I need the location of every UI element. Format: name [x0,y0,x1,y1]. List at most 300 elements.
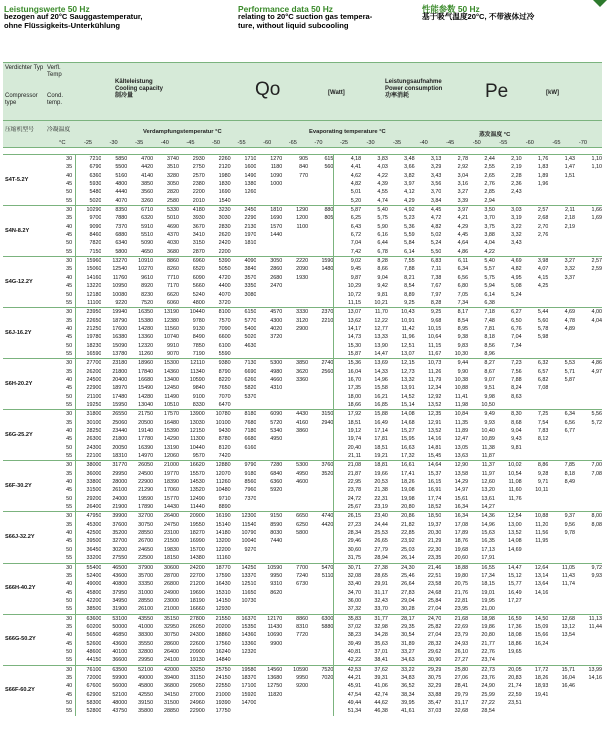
power-cell: 16,85 [374,401,388,408]
capacity-cell [256,495,282,503]
capacity-cell: 8560 [244,479,257,486]
capacity-cell: 15380 [138,317,154,324]
capacity-cell: 12070 [215,470,231,477]
cond-temp-cell: 40 [53,682,75,690]
power-cell: 16,35 [481,538,495,545]
power-cell: 18,76 [454,538,469,545]
capacity-cell: 7440 [270,538,283,545]
table-row [3,605,602,614]
capacity-cell: 7720 [296,632,309,639]
table-row [3,631,602,639]
capacity-cell: 21000 [153,461,179,470]
power-cell: 39,31 [374,674,388,681]
power-cell: 19,98 [401,495,415,502]
table-row [3,317,602,325]
power-cell [548,444,575,452]
capacity-cell [308,546,334,554]
capacity-cell: 5340 [270,428,283,434]
capacity-cell: 56000 [112,683,128,690]
capacity-cell: 560 [324,164,334,171]
table-row [3,589,602,597]
capacity-cell: 2870 [192,248,205,255]
label-verfl-temp: Verfl. Temp [47,65,62,78]
capacity-cell: 4160 [296,419,309,426]
capacity-cell: 13360 [241,640,257,647]
capacity-cell: 8350 [101,206,127,215]
power-cell: 15,71 [548,665,575,674]
power-cell: 4,18 [334,155,361,164]
power-cell: 44,62 [374,700,388,706]
capacity-cell: 5110 [321,572,334,579]
capacity-cell: 7520 [308,665,334,674]
power-cell [575,691,602,699]
power-cell [522,554,549,563]
power-cell: 4,29 [404,197,415,204]
power-cell: 9,25 [404,299,415,306]
capacity-cell: 49000 [86,581,102,588]
capacity-cell: 3150 [308,410,334,419]
power-cell [495,656,522,665]
power-cell: 41,61 [401,708,415,715]
power-cell: 22,51 [427,572,442,579]
power-cell: 29,79 [454,691,469,698]
capacity-cell [308,580,334,588]
power-cell: 33,70 [374,606,388,613]
capacity-cell: 30100 [86,419,102,426]
power-cell: 11,79 [428,376,442,383]
power-cell: 32,08 [334,572,361,580]
capacity-cell: 31800 [76,410,102,419]
capacity-cell: 31150 [190,674,205,681]
power-cell: 28,41 [454,683,469,690]
cond-temp-cell: 55 [53,350,75,359]
power-cell: 5,02 [430,232,442,239]
power-cell: 2,76 [484,181,495,188]
power-cell: 30,28 [401,606,415,613]
power-cell: 3,13 [415,155,442,164]
capacity-cell [256,291,282,299]
cond-temp-cell: 40 [53,478,75,486]
power-cell: 18,81 [361,461,388,470]
capacity-cell: 11650 [241,589,257,596]
power-cell: 8,54 [457,317,469,324]
capacity-cell: 36800 [163,683,179,690]
capacity-cell: 11160 [216,555,231,562]
capacity-cell [256,503,282,512]
power-cell: 11,87 [481,453,495,460]
capacity-cell: 6150 [231,308,257,317]
capacity-cell: 10100 [215,419,231,426]
cond-temp-cell: 30 [53,563,75,572]
table-row [3,155,602,164]
power-cell: 3,75 [484,223,495,230]
power-cell: 37,32 [334,605,361,614]
power-cell: 7,48 [484,317,495,324]
power-cell: 13,63 [454,453,469,460]
power-cell: 2,59 [591,266,602,273]
capacity-cell: 9380 [205,359,231,368]
capacity-cell: 20500 [138,419,154,426]
power-cell: 5,71 [564,368,576,375]
capacity-cell: 7700 [282,563,308,572]
capacity-cell: 15770 [163,495,179,502]
power-cell [522,597,549,605]
power-cell: 17,27 [508,597,522,604]
power-cell: 14,29 [454,479,469,486]
capacity-cell: 8030 [270,530,283,537]
cond-temp-cell: 50 [53,444,75,452]
capacity-cell: 6250 [296,521,309,528]
compressor-model: S4N-8.2Y [3,206,53,257]
evap-temp-header: -50 [211,140,221,146]
capacity-cell: 21000 [163,606,179,613]
power-cell [575,325,602,333]
capacity-cell: 7130 [231,359,257,368]
capacity-cell: 5370 [244,393,257,400]
power-cell: 9,56 [564,521,576,528]
capacity-cell: 10590 [189,376,205,383]
capacity-cell: 49000 [138,674,154,681]
capacity-cell: 1290 [282,206,308,215]
power-cell: 12,15 [388,359,415,368]
capacity-cell: 13220 [86,283,102,290]
power-cell: 6,43 [334,223,361,231]
power-cell: 4,22 [377,172,388,179]
power-cell: 5,78 [537,325,549,332]
compressor-model: S66J-32.2Y [3,512,53,563]
evap-label-zh: 蒸发温度 °C [479,132,511,138]
power-cell: 15,12 [508,572,522,579]
capacity-cell: 3280 [166,172,179,179]
capacity-cell: 2470 [270,283,283,290]
table-row [3,308,602,317]
capacity-cell: 3030 [218,215,231,222]
capacity-cell: 14290 [163,436,179,443]
capacity-cell: 1570 [270,223,283,230]
capacity-cell: 12060 [163,453,179,460]
power-cell: 3,43 [430,172,442,179]
power-cell: 6,76 [511,325,522,332]
compressor-model: S6G-25.2Y [3,410,53,461]
capacity-cell: 27550 [112,555,128,562]
power-cell [522,656,549,665]
capacity-cell: 10480 [215,487,231,494]
capacity-cell: 11100 [87,299,102,306]
capacity-cell: 15140 [215,521,231,528]
capacity-cell: 1090 [270,172,283,179]
capacity-cell [282,350,308,359]
capacity-cell: 19770 [163,470,179,477]
capacity-cell [308,384,334,392]
capacity-cell [308,325,334,333]
power-cell [575,299,602,308]
power-cell: 7,54 [537,419,549,426]
capacity-cell: 5020 [89,197,102,204]
power-cell: 33,22 [388,665,415,674]
power-cell: 14,96 [481,521,495,528]
evap-temp-header: -35 [393,140,402,146]
power-cell: 15,66 [534,632,549,639]
capacity-cell [308,495,334,503]
capacity-cell [231,197,257,206]
power-cell: 28,54 [481,708,495,715]
capacity-cell [308,299,334,308]
capacity-cell: 17590 [215,572,231,579]
capacity-cell: 7280 [256,461,282,470]
power-cell [548,342,575,350]
capacity-cell: 28000 [112,479,128,486]
capacity-cell: 22100 [86,453,102,460]
power-cell: 10,73 [415,359,442,368]
capacity-cell: 19690 [189,589,205,596]
power-cell [522,291,549,299]
capacity-cell: 38300 [138,632,154,639]
power-cell: 9,72 [575,563,602,572]
capacity-cell [231,605,257,614]
power-cell: 32,29 [427,683,442,690]
capacity-cell: 8590 [270,521,283,528]
capacity-cell [308,589,334,597]
capacity-cell: 7850 [192,342,205,349]
power-cell: 9,25 [415,308,442,317]
power-cell: 12,47 [454,436,469,443]
capacity-cell: 46500 [101,563,127,572]
cond-temp-cell: 50 [53,495,75,503]
capacity-cell: 19780 [86,334,102,341]
power-cell [575,172,602,180]
capacity-cell: 4180 [179,206,205,215]
table-row [3,265,602,273]
power-cell: 37,02 [334,623,361,631]
capacity-cell [282,197,308,206]
capacity-cell: 7370 [244,495,257,502]
capacity-cell: 63500 [101,665,127,674]
capacity-cell: 7960 [244,487,257,494]
power-cell [575,503,602,512]
power-cell: 6,11 [441,257,468,266]
power-cell: 13,91 [401,385,415,392]
cond-temp-cell: 35 [53,265,75,273]
power-cell: 28,17 [388,614,415,623]
power-cell: 14,47 [374,350,388,357]
capacity-cell [282,707,308,715]
power-cell: 4,21 [457,215,469,222]
capacity-cell: 16380 [112,334,128,341]
power-cell: 3,97 [441,206,468,215]
capacity-cell: 4090 [231,257,257,266]
capacity-cell [282,589,308,597]
table-row [3,248,602,257]
power-cell: 21,08 [334,461,361,470]
capacity-cell: 22600 [189,640,205,647]
power-cell: 4,45 [415,206,442,215]
capacity-cell: 67600 [86,683,102,690]
capacity-cell [308,503,334,512]
evap-temp-header: -25 [339,140,349,146]
capacity-cell: 5300 [282,461,308,470]
capacity-cell: 15960 [76,257,102,266]
capacity-cell: 3260 [141,197,154,204]
capacity-cell: 12320 [241,648,257,655]
capacity-cell: 27000 [189,691,205,698]
capacity-cell: 10690 [267,632,283,639]
capacity-cell: 36600 [112,657,128,664]
performance-table [3,154,602,716]
power-cell: 44,21 [334,674,361,682]
capacity-cell: 5930 [89,181,102,188]
power-cell [575,631,602,639]
capacity-cell: 5470 [308,563,334,572]
capacity-cell: 3840 [244,266,257,273]
power-cell: 3,88 [484,232,495,239]
power-cell: 5,23 [404,215,415,222]
power-cell: 34,63 [401,657,415,664]
power-cell [495,197,522,206]
power-cell: 1,43 [548,155,575,164]
power-cell: 13,05 [454,444,469,451]
power-cell: 3,32 [511,232,522,239]
power-cell: 3,70 [484,215,495,222]
header-line-en-2: ture, without liquid subcooling [238,20,349,30]
capacity-cell: 4570 [256,308,282,317]
capacity-cell: 14840 [215,657,231,664]
capacity-cell: 5800 [115,248,128,255]
evaporating-temp-band [3,121,602,148]
capacity-cell: 3050 [166,181,179,188]
capacity-cell: 30200 [112,546,128,553]
capacity-cell: 3620 [296,368,309,375]
capacity-cell [282,282,308,290]
table-row [3,282,602,290]
capacity-cell: 33250 [179,665,205,674]
power-cell [575,188,602,196]
capacity-cell: 31770 [101,461,127,470]
power-cell: 9,87 [334,274,361,282]
capacity-cell: 5910 [141,223,154,230]
compressor-model: S66G-50.2Y [3,614,53,665]
capacity-cell [308,282,334,290]
power-cell: 16,49 [508,589,522,596]
power-cell: 11,08 [508,479,522,486]
table-row [3,580,602,588]
capacity-cell [282,699,308,707]
capacity-cell: 13190 [153,308,179,317]
power-cell: 19,21 [374,453,388,460]
power-cell: 12,68 [548,614,575,623]
capacity-cell [308,291,334,299]
power-cell: 4,82 [430,223,442,230]
capacity-cell: 48600 [86,648,102,655]
power-cell: 32,98 [374,623,388,630]
capacity-cell: 35550 [138,640,154,647]
capacity-cell: 3510 [166,164,179,171]
capacity-cell [308,640,334,648]
capacity-cell: 16390 [138,444,154,451]
power-cell: 7,88 [511,376,522,383]
capacity-cell: 6260 [244,376,257,383]
capacity-cell [308,529,334,537]
power-cell [522,188,549,196]
power-cell: 14,96 [374,376,388,383]
capacity-cell: 6340 [115,240,128,247]
capacity-cell [282,597,308,605]
table-row [3,188,602,196]
capacity-cell: 45800 [138,683,154,690]
capacity-cell: 36000 [86,470,102,477]
power-cell: 36,00 [334,597,361,605]
power-cell: 26,14 [401,555,415,562]
cond-temp-cell: 50 [53,597,75,605]
power-cell [548,350,575,359]
cond-temp-cell: 35 [53,674,75,682]
power-cell: 5,84 [404,240,415,247]
capacity-cell: 22550 [215,683,231,690]
power-cell: 25,03 [401,546,415,553]
capacity-cell: 5660 [192,283,205,290]
capacity-cell: 6320 [141,215,154,222]
capacity-cell [308,707,334,715]
power-cell: 13,90 [374,342,388,349]
capacity-cell: 2420 [218,240,231,247]
capacity-cell: 21000 [215,691,231,698]
capacity-cell: 21100 [86,393,102,400]
table-row [3,180,602,188]
power-cell: 10,89 [481,436,495,443]
power-cell: 24,72 [334,495,361,503]
capacity-cell: 4420 [141,164,154,171]
power-cell: 11,37 [468,461,495,470]
power-cell: 35,47 [427,700,442,706]
power-cell: 14,16 [534,589,549,596]
header-title-de: Leistungswerte 50 Hz [4,4,90,14]
power-cell: 12,34 [427,385,442,392]
power-cell: 4,04 [484,240,495,247]
capacity-cell: 2130 [244,223,257,230]
table-row [3,537,602,545]
power-cell: 27,27 [454,657,469,664]
capacity-cell: 52100 [127,665,153,674]
power-cell: 9,04 [511,428,522,434]
capacity-cell: 6620 [166,291,179,298]
capacity-cell [308,197,334,206]
power-cell: 18,52 [427,504,442,511]
capacity-cell: 1980 [218,172,231,179]
power-cell: 40,81 [334,648,361,656]
capacity-cell: 23440 [112,428,128,434]
capacity-cell: 6600 [218,334,231,341]
power-cell: 9,51 [484,385,495,392]
capacity-cell: 26550 [101,410,127,419]
cond-temp-cell: 45 [53,691,75,699]
capacity-cell: 16590 [86,350,102,357]
power-cell [548,401,575,410]
capacity-cell: 3720 [270,334,283,341]
power-cell: 17,35 [334,384,361,392]
power-cell: 6,38 [484,299,495,306]
power-cell: 11,70 [361,308,388,317]
table-row [3,521,602,529]
power-cell: 14,81 [427,444,442,451]
table-row [3,563,602,572]
capacity-cell: 6470 [218,401,231,408]
capacity-cell: 3860 [296,428,309,434]
power-cell: 13,61 [481,495,495,502]
header-line-de-2: ohne Flüssigkeits-Unterkühlung [4,20,121,30]
capacity-cell [231,350,257,359]
capacity-cell: 31000 [138,589,154,596]
power-cell: 23,19 [374,504,388,511]
capacity-cell: 9270 [244,546,257,553]
